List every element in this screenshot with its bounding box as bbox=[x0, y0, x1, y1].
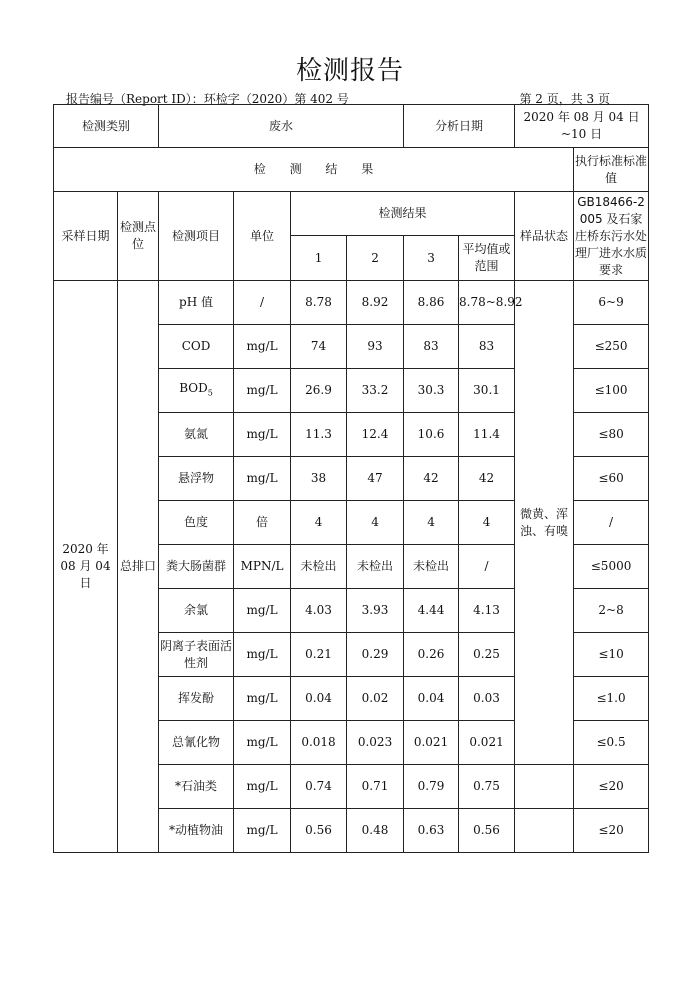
page-info: 第 2 页，共 3 页 bbox=[519, 92, 610, 106]
limit-cell: ≤10 bbox=[574, 633, 649, 677]
item-cell bbox=[159, 325, 234, 369]
limit-cell: ≤100 bbox=[574, 369, 649, 413]
report-title: 检测报告 bbox=[295, 56, 404, 86]
item-name: 氨氮 bbox=[184, 427, 209, 441]
limit-cell: ≤20 bbox=[574, 765, 649, 809]
result-2-cell: 未检出 bbox=[347, 545, 404, 589]
unit-cell: mg/L bbox=[234, 765, 291, 809]
result-3-cell: 0.021 bbox=[404, 721, 459, 765]
average-cell: 8.78~8.92 bbox=[459, 281, 515, 325]
sampling-date-header: 采样日期 bbox=[54, 192, 118, 281]
location-cell: 总排口 bbox=[118, 281, 159, 853]
average-cell: 11.4 bbox=[459, 413, 515, 457]
analysis-date-label: 分析日期 bbox=[404, 105, 515, 148]
item-cell bbox=[159, 501, 234, 545]
result-2-cell: 3.93 bbox=[347, 589, 404, 633]
result-3-cell: 42 bbox=[404, 457, 459, 501]
result-2-cell: 0.023 bbox=[347, 721, 404, 765]
unit-cell: mg/L bbox=[234, 721, 291, 765]
item-cell bbox=[159, 545, 234, 589]
results-section-title: 检 测 结 果 bbox=[54, 148, 574, 192]
limit-cell: ≤0.5 bbox=[574, 721, 649, 765]
item-cell bbox=[159, 765, 234, 809]
result-1-cell: 26.9 bbox=[291, 369, 347, 413]
sample-state-empty-cell bbox=[515, 765, 574, 809]
result-2-cell: 33.2 bbox=[347, 369, 404, 413]
average-header: 平均值或范围 bbox=[459, 236, 515, 281]
unit-cell: mg/L bbox=[234, 413, 291, 457]
limit-cell: 2~8 bbox=[574, 589, 649, 633]
result-3-cell: 10.6 bbox=[404, 413, 459, 457]
result-1-cell: 8.78 bbox=[291, 281, 347, 325]
item-name: BOD bbox=[179, 380, 208, 395]
result-3-cell: 8.86 bbox=[404, 281, 459, 325]
item-cell bbox=[159, 721, 234, 765]
item-cell bbox=[159, 457, 234, 501]
result-2-cell: 47 bbox=[347, 457, 404, 501]
item-header: 检测项目 bbox=[159, 192, 234, 281]
limit-cell: ≤1.0 bbox=[574, 677, 649, 721]
average-cell: 4 bbox=[459, 501, 515, 545]
result-3-cell: 0.63 bbox=[404, 809, 459, 853]
item-name: pH 值 bbox=[179, 295, 213, 309]
sample-state-cell: 微黄、浑浊、有嗅 bbox=[515, 281, 574, 765]
result-1-cell: 0.74 bbox=[291, 765, 347, 809]
unit-cell: mg/L bbox=[234, 809, 291, 853]
result-2-cell: 0.71 bbox=[347, 765, 404, 809]
section-row bbox=[54, 148, 649, 192]
result-3-cell: 0.04 bbox=[404, 677, 459, 721]
result-1-cell: 74 bbox=[291, 325, 347, 369]
item-cell bbox=[159, 809, 234, 853]
limit-cell: 6~9 bbox=[574, 281, 649, 325]
average-cell: 4.13 bbox=[459, 589, 515, 633]
limit-cell: ≤80 bbox=[574, 413, 649, 457]
item-cell bbox=[159, 281, 234, 325]
result-2-cell: 0.29 bbox=[347, 633, 404, 677]
unit-cell: mg/L bbox=[234, 633, 291, 677]
item-cell bbox=[159, 369, 234, 413]
item-cell bbox=[159, 677, 234, 721]
limit-cell: ≤60 bbox=[574, 457, 649, 501]
unit-cell: mg/L bbox=[234, 457, 291, 501]
sampling-date-cell: 2020 年 08 月 04 日 bbox=[54, 281, 118, 853]
result-3-cell: 30.3 bbox=[404, 369, 459, 413]
unit-cell: mg/L bbox=[234, 369, 291, 413]
result-2-cell: 4 bbox=[347, 501, 404, 545]
item-cell bbox=[159, 589, 234, 633]
limit-cell: / bbox=[574, 501, 649, 545]
result-1-cell: 0.21 bbox=[291, 633, 347, 677]
result-2-cell: 93 bbox=[347, 325, 404, 369]
result-1-cell: 4.03 bbox=[291, 589, 347, 633]
result-1-cell: 38 bbox=[291, 457, 347, 501]
result-3-header: 3 bbox=[404, 236, 459, 281]
result-1-header: 1 bbox=[291, 236, 347, 281]
result-3-cell: 4.44 bbox=[404, 589, 459, 633]
standard-section-title: 执行标准标准值 bbox=[574, 148, 649, 192]
item-cell bbox=[159, 633, 234, 677]
location-header: 检测点位 bbox=[118, 192, 159, 281]
result-3-cell: 未检出 bbox=[404, 545, 459, 589]
result-1-cell: 未检出 bbox=[291, 545, 347, 589]
unit-cell: mg/L bbox=[234, 589, 291, 633]
average-cell: / bbox=[459, 545, 515, 589]
unit-cell: mg/L bbox=[234, 325, 291, 369]
analysis-date-value: 2020 年 08 月 04 日~10 日 bbox=[515, 105, 649, 148]
average-cell: 0.021 bbox=[459, 721, 515, 765]
item-name: 总氰化物 bbox=[172, 735, 221, 749]
category-label: 检测类别 bbox=[54, 105, 159, 148]
sample-state-header: 样品状态 bbox=[515, 192, 574, 281]
result-3-cell: 83 bbox=[404, 325, 459, 369]
header-row-1 bbox=[54, 192, 649, 236]
unit-cell: mg/L bbox=[234, 677, 291, 721]
average-cell: 0.25 bbox=[459, 633, 515, 677]
results-table bbox=[53, 104, 649, 853]
result-2-cell: 0.02 bbox=[347, 677, 404, 721]
result-2-header: 2 bbox=[347, 236, 404, 281]
table-row bbox=[54, 281, 649, 325]
item-name: 阴离子表面活性剂 bbox=[160, 638, 233, 670]
limit-cell: ≤5000 bbox=[574, 545, 649, 589]
limit-cell: ≤250 bbox=[574, 325, 649, 369]
info-row bbox=[54, 105, 649, 148]
item-name: *石油类 bbox=[175, 779, 218, 793]
result-1-cell: 4 bbox=[291, 501, 347, 545]
standard-requirement-header: GB18466-2005 及石家庄桥东污水处理厂进水水质要求 bbox=[574, 192, 649, 281]
average-cell: 83 bbox=[459, 325, 515, 369]
average-cell: 42 bbox=[459, 457, 515, 501]
item-name: COD bbox=[181, 339, 211, 353]
result-1-cell: 0.04 bbox=[291, 677, 347, 721]
average-cell: 0.75 bbox=[459, 765, 515, 809]
item-name: *动植物油 bbox=[169, 823, 224, 837]
result-1-cell: 11.3 bbox=[291, 413, 347, 457]
result-2-cell: 8.92 bbox=[347, 281, 404, 325]
result-2-cell: 0.48 bbox=[347, 809, 404, 853]
result-1-cell: 0.56 bbox=[291, 809, 347, 853]
item-name: 挥发酚 bbox=[178, 691, 215, 705]
item-subscript: 5 bbox=[207, 388, 213, 398]
result-3-cell: 0.26 bbox=[404, 633, 459, 677]
item-name: 色度 bbox=[184, 515, 209, 529]
report-id: 报告编号（Report ID）：环检字（2020）第 402 号 bbox=[66, 92, 349, 106]
item-name: 余氯 bbox=[184, 603, 209, 617]
item-cell bbox=[159, 413, 234, 457]
result-2-cell: 12.4 bbox=[347, 413, 404, 457]
unit-cell: 倍 bbox=[234, 501, 291, 545]
item-name: 粪大肠菌群 bbox=[166, 559, 227, 573]
average-cell: 0.03 bbox=[459, 677, 515, 721]
average-cell: 30.1 bbox=[459, 369, 515, 413]
result-3-cell: 4 bbox=[404, 501, 459, 545]
sample-state-empty-cell bbox=[515, 809, 574, 853]
limit-cell: ≤20 bbox=[574, 809, 649, 853]
average-cell: 0.56 bbox=[459, 809, 515, 853]
item-name: 悬浮物 bbox=[178, 471, 215, 485]
category-value: 废水 bbox=[159, 105, 404, 148]
result-1-cell: 0.018 bbox=[291, 721, 347, 765]
result-3-cell: 0.79 bbox=[404, 765, 459, 809]
unit-cell: MPN/L bbox=[234, 545, 291, 589]
results-header: 检测结果 bbox=[291, 192, 515, 236]
unit-cell: / bbox=[234, 281, 291, 325]
unit-header: 单位 bbox=[234, 192, 291, 281]
